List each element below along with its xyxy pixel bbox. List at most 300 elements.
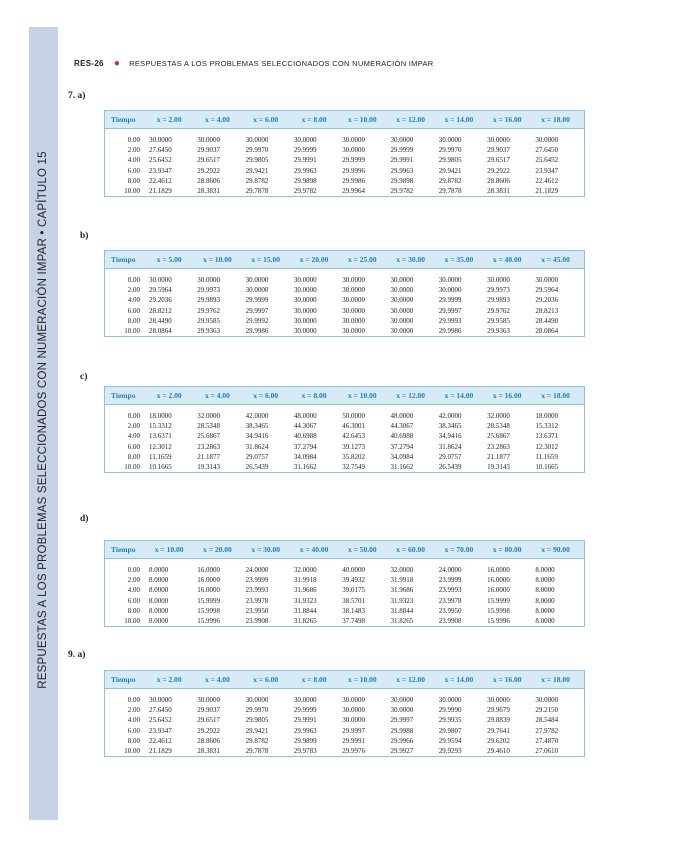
column-header: x = 18.00 <box>541 115 570 124</box>
value-cell: 29.2922 <box>197 166 221 175</box>
table-body <box>105 559 584 626</box>
value-cell: 30.0000 <box>342 696 365 705</box>
time-cell: 2.00 <box>127 286 140 295</box>
value-cell: 42.0000 <box>245 412 269 421</box>
value-cell: 31.9323 <box>293 596 317 605</box>
table-7a <box>104 110 585 197</box>
value-cell: 29.9963 <box>293 166 317 175</box>
value-cell: 29.9976 <box>342 747 365 756</box>
column-header: x = 4.00 <box>204 115 230 124</box>
table-row <box>105 135 584 145</box>
value-cell: 29.9999 <box>293 146 317 155</box>
value-cell: 37.2794 <box>293 442 317 451</box>
column-header: x = 40.00 <box>492 255 522 264</box>
value-cell: 28.8606 <box>197 736 221 745</box>
value-cell: 23.9993 <box>438 586 462 595</box>
value-cell: 30.0000 <box>245 286 269 295</box>
bullet-icon: ● <box>113 58 121 69</box>
column-header: x = 12.00 <box>396 391 425 400</box>
value-cell: 8.0000 <box>149 566 169 575</box>
value-cell: 8.0000 <box>535 606 555 615</box>
value-cell: 29.9992 <box>245 316 269 325</box>
value-cell: 29.9999 <box>293 706 317 715</box>
value-cell: 23.9978 <box>438 596 462 605</box>
value-cell: 34.9416 <box>245 432 269 441</box>
value-cell: 25.6867 <box>197 432 221 441</box>
value-cell: 30.0000 <box>438 136 462 145</box>
time-cell: 2.00 <box>127 422 140 431</box>
value-cell: 27.6450 <box>535 146 559 155</box>
value-cell: 29.9991 <box>390 156 414 165</box>
column-header: x = 70.00 <box>444 545 474 554</box>
column-header: x = 4.00 <box>204 675 230 684</box>
value-cell: 29.2150 <box>535 706 559 715</box>
value-cell: 22.4612 <box>149 176 172 185</box>
table-row <box>105 442 584 452</box>
value-cell: 30.0000 <box>535 276 559 285</box>
value-cell: 39.4932 <box>342 576 365 585</box>
column-header-tiempo: Tiempo <box>111 391 136 400</box>
table-row <box>105 166 584 176</box>
column-header: x = 14.00 <box>444 391 474 400</box>
value-cell: 30.0000 <box>197 136 221 145</box>
value-cell: 30.0000 <box>390 296 414 305</box>
value-cell: 30.0000 <box>245 136 269 145</box>
value-cell: 31.8844 <box>390 606 414 615</box>
column-header: x = 18.00 <box>541 391 570 400</box>
table-row <box>105 186 584 196</box>
value-cell: 29.9986 <box>245 327 269 336</box>
column-header: x = 30.00 <box>251 545 281 554</box>
value-cell: 19.3143 <box>487 463 510 472</box>
table-7d <box>104 540 585 627</box>
time-cell: 8.00 <box>127 176 140 185</box>
value-cell: 10.1665 <box>149 463 172 472</box>
value-cell: 29.8782 <box>438 176 462 185</box>
time-cell: 8.00 <box>127 736 140 745</box>
value-cell: 15.9998 <box>197 606 221 615</box>
value-cell: 28.5484 <box>535 716 559 725</box>
value-cell: 28.3831 <box>197 747 221 756</box>
value-cell: 26.5439 <box>438 463 462 472</box>
column-header: x = 40.00 <box>299 545 329 554</box>
column-header: x = 16.00 <box>492 675 522 684</box>
table-header-row <box>105 111 584 129</box>
value-cell: 29.9783 <box>293 747 317 756</box>
table-row <box>105 155 584 165</box>
value-cell: 44.3067 <box>390 422 414 431</box>
value-cell: 10.1665 <box>535 463 559 472</box>
time-cell: 6.00 <box>127 166 140 175</box>
value-cell: 30.0000 <box>342 136 365 145</box>
column-header: x = 6.00 <box>253 675 279 684</box>
table-row <box>105 295 584 305</box>
value-cell: 29.9293 <box>438 747 462 756</box>
column-header: x = 45.00 <box>541 255 570 264</box>
value-cell: 8.0000 <box>535 566 555 575</box>
table-row <box>105 616 584 626</box>
value-cell: 23.9908 <box>245 617 269 626</box>
table-row <box>105 705 584 715</box>
value-cell: 28.0864 <box>149 327 172 336</box>
value-cell: 29.9970 <box>245 146 269 155</box>
value-cell: 23.9908 <box>438 617 462 626</box>
value-cell: 30.0000 <box>390 276 414 285</box>
table-row <box>105 565 584 575</box>
value-cell: 29.9964 <box>342 187 365 196</box>
table-body <box>105 405 584 472</box>
value-cell: 15.9999 <box>487 596 510 605</box>
column-header: x = 5.00 <box>156 255 182 264</box>
value-cell: 30.0000 <box>293 316 317 325</box>
value-cell: 29.9999 <box>245 296 269 305</box>
time-cell: 4.00 <box>127 586 140 595</box>
column-header: x = 50.00 <box>348 545 377 554</box>
table-header-row <box>105 541 584 559</box>
value-cell: 13.6371 <box>149 432 172 441</box>
time-cell: 8.00 <box>127 452 140 461</box>
value-cell: 23.9993 <box>245 586 269 595</box>
time-cell: 10.00 <box>124 617 140 626</box>
value-cell: 29.9898 <box>390 176 414 185</box>
value-cell: 30.0000 <box>438 696 462 705</box>
value-cell: 30.0000 <box>149 276 172 285</box>
value-cell: 29.9970 <box>438 146 462 155</box>
value-cell: 46.3001 <box>342 422 365 431</box>
value-cell: 48.0000 <box>293 412 317 421</box>
value-cell: 39.0175 <box>342 586 365 595</box>
value-cell: 29.2922 <box>487 166 510 175</box>
time-cell: 2.00 <box>127 576 140 585</box>
table-row <box>105 606 584 616</box>
value-cell: 28.8213 <box>535 306 559 315</box>
sidebar-text: RESPUESTAS A LOS PROBLEMAS SELECCIONADOS CON NUMERACIÓN IMPAR • CAPÍTULO 15 <box>37 151 49 689</box>
value-cell: 30.0000 <box>390 136 414 145</box>
table-row <box>105 275 584 285</box>
value-cell: 15.3312 <box>149 422 172 431</box>
value-cell: 29.9999 <box>438 296 462 305</box>
table-row <box>105 326 584 336</box>
column-header: x = 8.00 <box>301 391 327 400</box>
time-cell: 4.00 <box>127 716 140 725</box>
value-cell: 31.9686 <box>390 586 414 595</box>
value-cell: 29.9585 <box>197 316 221 325</box>
value-cell: 28.0864 <box>535 327 559 336</box>
time-cell: 4.00 <box>127 432 140 441</box>
value-cell: 8.0000 <box>535 586 555 595</box>
value-cell: 16.0000 <box>487 566 510 575</box>
value-cell: 29.6517 <box>487 156 510 165</box>
value-cell: 29.9037 <box>197 146 221 155</box>
value-cell: 34.0984 <box>293 452 317 461</box>
table-row <box>105 316 584 326</box>
value-cell: 29.9993 <box>438 316 462 325</box>
value-cell: 18.0000 <box>535 412 559 421</box>
value-cell: 30.0000 <box>245 276 269 285</box>
value-cell: 19.3143 <box>197 463 221 472</box>
table-body <box>105 269 584 336</box>
value-cell: 23.9950 <box>245 606 269 615</box>
time-cell: 0.00 <box>127 136 140 145</box>
value-cell: 12.3012 <box>149 442 172 451</box>
value-cell: 29.8782 <box>245 736 269 745</box>
value-cell: 29.9594 <box>438 736 462 745</box>
value-cell: 30.0000 <box>149 696 172 705</box>
value-cell: 29.9805 <box>245 156 269 165</box>
value-cell: 15.9996 <box>487 617 510 626</box>
table-header-row <box>105 671 584 689</box>
value-cell: 15.9998 <box>487 606 510 615</box>
value-cell: 21.1829 <box>535 187 559 196</box>
time-cell: 4.00 <box>127 296 140 305</box>
value-cell: 31.8624 <box>245 442 269 451</box>
value-cell: 29.9996 <box>342 166 365 175</box>
value-cell: 29.9782 <box>390 187 414 196</box>
value-cell: 21.1877 <box>487 452 510 461</box>
label-7a: 7. a) <box>68 91 86 101</box>
value-cell: 32.0000 <box>487 412 510 421</box>
value-cell: 37.2794 <box>390 442 414 451</box>
value-cell: 29.9997 <box>438 306 462 315</box>
value-cell: 15.9996 <box>197 617 221 626</box>
value-cell: 28.8606 <box>197 176 221 185</box>
value-cell: 29.9997 <box>390 716 414 725</box>
value-cell: 32.7549 <box>342 463 365 472</box>
value-cell: 30.0000 <box>342 296 365 305</box>
value-cell: 29.6517 <box>197 156 221 165</box>
table-row <box>105 145 584 155</box>
value-cell: 29.2036 <box>535 296 559 305</box>
value-cell: 21.1829 <box>149 187 172 196</box>
value-cell: 30.0000 <box>293 306 317 315</box>
value-cell: 8.0000 <box>149 606 169 615</box>
value-cell: 30.0000 <box>342 286 365 295</box>
value-cell: 29.5964 <box>149 286 172 295</box>
column-header: x = 12.00 <box>396 115 425 124</box>
time-cell: 6.00 <box>127 442 140 451</box>
time-cell: 8.00 <box>127 316 140 325</box>
table-row <box>105 306 584 316</box>
value-cell: 29.9990 <box>438 706 462 715</box>
value-cell: 28.3831 <box>197 187 221 196</box>
time-cell: 4.00 <box>127 156 140 165</box>
table-row <box>105 585 584 595</box>
value-cell: 29.9986 <box>438 327 462 336</box>
value-cell: 24.0000 <box>438 566 462 575</box>
table-row <box>105 431 584 441</box>
value-cell: 16.0000 <box>487 576 510 585</box>
value-cell: 23.2863 <box>197 442 221 451</box>
page-id: RES-26 <box>74 59 104 68</box>
value-cell: 31.9918 <box>293 576 317 585</box>
column-header: x = 16.00 <box>492 115 522 124</box>
value-cell: 39.1273 <box>342 442 365 451</box>
table-9a <box>104 670 585 757</box>
value-cell: 29.9935 <box>438 716 462 725</box>
value-cell: 30.0000 <box>487 136 510 145</box>
value-cell: 23.9950 <box>438 606 462 615</box>
value-cell: 11.1659 <box>149 452 172 461</box>
value-cell: 30.0000 <box>535 696 559 705</box>
column-header: x = 15.00 <box>251 255 281 264</box>
table-row <box>105 746 584 756</box>
value-cell: 29.9970 <box>245 706 269 715</box>
value-cell: 25.6452 <box>149 716 172 725</box>
value-cell: 29.7641 <box>487 726 510 735</box>
value-cell: 29.9363 <box>487 327 510 336</box>
value-cell: 40.6988 <box>390 432 414 441</box>
time-cell: 0.00 <box>127 412 140 421</box>
value-cell: 23.9347 <box>149 726 172 735</box>
value-cell: 26.5439 <box>245 463 269 472</box>
value-cell: 30.0000 <box>390 706 414 715</box>
value-cell: 30.0000 <box>293 296 317 305</box>
table-row <box>105 596 584 606</box>
value-cell: 30.0000 <box>487 276 510 285</box>
value-cell: 8.0000 <box>149 586 169 595</box>
time-cell: 6.00 <box>127 306 140 315</box>
column-header: x = 25.00 <box>348 255 377 264</box>
value-cell: 8.0000 <box>149 576 169 585</box>
value-cell: 29.9037 <box>487 146 510 155</box>
table-row <box>105 421 584 431</box>
value-cell: 30.0000 <box>197 276 221 285</box>
value-cell: 25.6452 <box>149 156 172 165</box>
column-header: x = 2.00 <box>156 675 182 684</box>
column-header: x = 20.00 <box>203 545 232 554</box>
value-cell: 30.0000 <box>390 696 414 705</box>
column-header: x = 10.00 <box>154 545 184 554</box>
value-cell: 29.9899 <box>293 736 317 745</box>
value-cell: 29.9762 <box>197 306 221 315</box>
value-cell: 32.0000 <box>390 566 414 575</box>
time-cell: 10.00 <box>124 187 140 196</box>
time-cell: 2.00 <box>127 146 140 155</box>
value-cell: 29.8782 <box>245 176 269 185</box>
value-cell: 30.0000 <box>390 316 414 325</box>
value-cell: 27.9782 <box>535 726 559 735</box>
table-row <box>105 452 584 462</box>
value-cell: 30.0000 <box>197 696 221 705</box>
value-cell: 23.9978 <box>245 596 269 605</box>
column-header: x = 20.00 <box>299 255 329 264</box>
value-cell: 29.9807 <box>438 726 462 735</box>
value-cell: 29.9966 <box>390 736 414 745</box>
column-header-tiempo: Tiempo <box>111 115 136 124</box>
table-body <box>105 129 584 196</box>
value-cell: 31.8624 <box>438 442 462 451</box>
value-cell: 34.0984 <box>390 452 414 461</box>
value-cell: 35.8202 <box>342 452 365 461</box>
value-cell: 22.4612 <box>535 176 559 185</box>
value-cell: 8.0000 <box>535 617 555 626</box>
value-cell: 40.0000 <box>342 566 365 575</box>
value-cell: 32.0000 <box>293 566 317 575</box>
value-cell: 29.9679 <box>487 706 510 715</box>
value-cell: 28.4490 <box>535 316 559 325</box>
value-cell: 29.4610 <box>487 747 510 756</box>
column-header: x = 60.00 <box>396 545 425 554</box>
label-7b: b) <box>80 231 89 241</box>
value-cell: 28.5348 <box>197 422 221 431</box>
value-cell: 23.9347 <box>149 166 172 175</box>
value-cell: 15.9999 <box>197 596 221 605</box>
value-cell: 42.6453 <box>342 432 365 441</box>
value-cell: 30.0000 <box>390 286 414 295</box>
table-row <box>105 715 584 725</box>
label-7c: c) <box>80 372 88 382</box>
column-header: x = 10.00 <box>348 115 377 124</box>
value-cell: 29.9585 <box>487 316 510 325</box>
value-cell: 30.0000 <box>149 136 172 145</box>
value-cell: 29.9997 <box>342 726 365 735</box>
value-cell: 8.0000 <box>535 596 555 605</box>
table-body <box>105 689 584 756</box>
value-cell: 30.0000 <box>342 327 365 336</box>
value-cell: 30.0000 <box>438 276 462 285</box>
value-cell: 30.0000 <box>342 276 365 285</box>
table-row <box>105 285 584 295</box>
value-cell: 30.0000 <box>293 327 317 336</box>
value-cell: 8.0000 <box>535 576 555 585</box>
value-cell: 29.9997 <box>245 306 269 315</box>
value-cell: 29.9991 <box>342 736 365 745</box>
column-header: x = 30.00 <box>396 255 425 264</box>
value-cell: 29.9805 <box>438 156 462 165</box>
label-7d: d) <box>80 514 89 524</box>
value-cell: 29.7878 <box>245 747 269 756</box>
table-row <box>105 462 584 472</box>
table-row <box>105 726 584 736</box>
value-cell: 31.8265 <box>293 617 317 626</box>
table-row <box>105 176 584 186</box>
running-header <box>74 58 434 69</box>
column-header: x = 12.00 <box>396 675 425 684</box>
value-cell: 15.3312 <box>535 422 559 431</box>
value-cell: 29.9927 <box>390 747 414 756</box>
value-cell: 8.0000 <box>149 596 169 605</box>
value-cell: 31.9323 <box>390 596 414 605</box>
value-cell: 38.3465 <box>245 422 269 431</box>
time-cell: 2.00 <box>127 706 140 715</box>
value-cell: 12.3012 <box>535 442 559 451</box>
value-cell: 30.0000 <box>535 136 559 145</box>
value-cell: 27.6450 <box>149 146 172 155</box>
label-9a: 9. a) <box>68 650 86 660</box>
value-cell: 18.0000 <box>149 412 172 421</box>
value-cell: 23.9347 <box>535 166 559 175</box>
time-cell: 10.00 <box>124 747 140 756</box>
value-cell: 30.0000 <box>487 696 510 705</box>
value-cell: 21.1877 <box>197 452 221 461</box>
table-row <box>105 736 584 746</box>
value-cell: 29.7878 <box>245 187 269 196</box>
value-cell: 40.6988 <box>293 432 317 441</box>
value-cell: 30.0000 <box>342 146 365 155</box>
value-cell: 32.0000 <box>197 412 221 421</box>
value-cell: 29.9037 <box>197 706 221 715</box>
value-cell: 30.0000 <box>390 306 414 315</box>
value-cell: 29.8839 <box>487 716 510 725</box>
column-header: x = 16.00 <box>492 391 522 400</box>
value-cell: 29.9898 <box>293 176 317 185</box>
time-cell: 0.00 <box>127 276 140 285</box>
time-cell: 0.00 <box>127 566 140 575</box>
value-cell: 8.0000 <box>149 617 169 626</box>
value-cell: 28.8606 <box>487 176 510 185</box>
time-cell: 8.00 <box>127 606 140 615</box>
value-cell: 23.9999 <box>438 576 462 585</box>
